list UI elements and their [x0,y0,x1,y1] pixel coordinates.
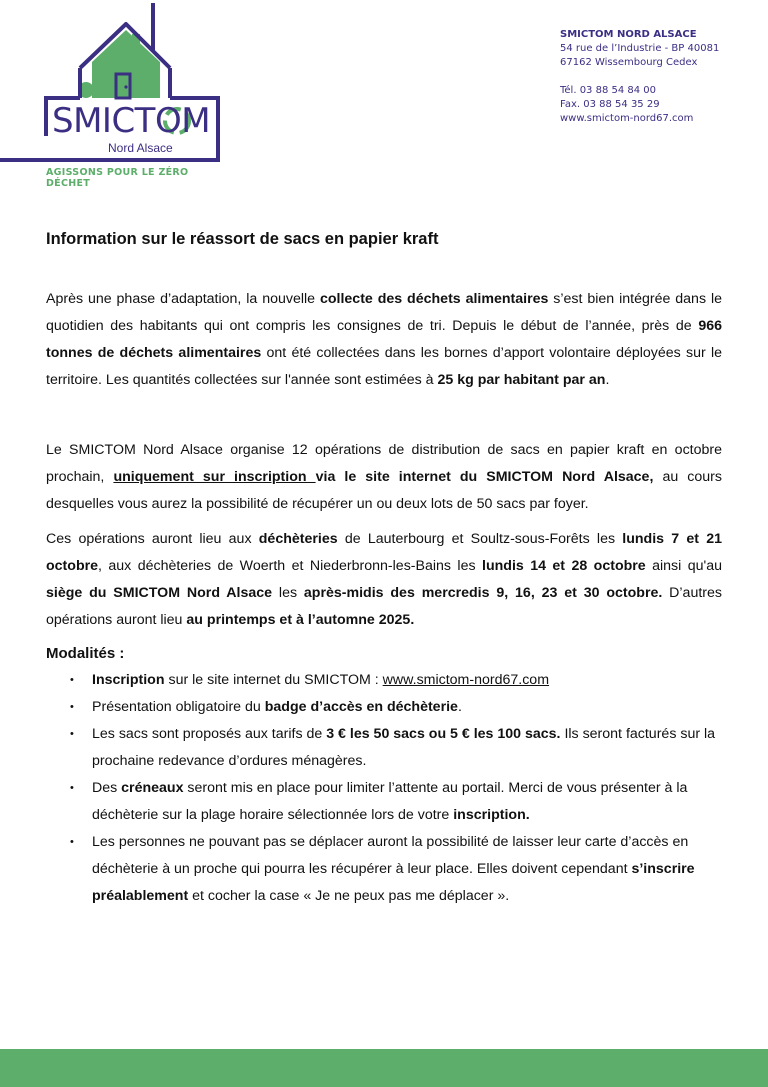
address-fax: Fax. 03 88 54 35 29 [560,99,660,110]
address-block [560,28,719,126]
logo-subtitle: Nord Alsace [108,141,173,155]
paragraph-1: Après une phase d’adaptation, la nouvelle collecte des déchets alimentaires s’est bien intégrée dans le quotidien des habitants qui ont compris les consignes de tri. Depuis le début de l’année, près de 966 tonnes de déchets alimentaires ont été collectées dans les bornes d’apport volontaire déployées sur le territoire. Les quantités collectées sur l'année sont estimées à 25 kg par habitant par an. [46,291,722,388]
bullet-icon: • [70,701,74,713]
bullet-icon: • [70,836,74,848]
house-logo-icon [0,0,230,185]
modalites-heading: Modalités : [46,645,125,662]
paragraph-3: Ces opérations auront lieu aux déchèteries de Lauterbourg et Soultz-sous-Forêts les lundis 7 et 21 octobre, aux déchèteries de Woerth et Niederbronn-les-Bains les lundis 14 et 28 octobre ainsi qu'au siège du SMICTOM Nord Alsace les après-midis des mercredis 9, 16, 23 et 30 octobre. D’autres opérations auront lieu au printemps et à l’automne 2025. [46,531,722,628]
list-item: • Les personnes ne pouvant pas se déplacer auront la possibilité de laisser leur carte d’accès en déchèterie à un proche qui pourra les récupérer à leur place. Elles doivent cependant s’inscrire préalablement et cocher la case « Je ne peux pas me déplacer ». [46,829,722,910]
website-link[interactable]: www.smictom-nord67.com [382,672,550,688]
paragraph-2: Le SMICTOM Nord Alsace organise 12 opérations de distribution de sacs en papier kraft en octobre prochain, uniquement sur inscription via le site internet du SMICTOM Nord Alsace, au cours desquelles vous aurez la possibilité de récupérer un ou deux lots de 50 sacs par foyer. [46,442,722,512]
bullet-icon: • [70,728,74,740]
bullet-icon: • [70,782,74,794]
address-tel: Tél. 03 88 54 84 00 [560,85,657,96]
address-org: SMICTOM NORD ALSACE [560,29,697,40]
logo-wordmark: SMICTOM [52,101,211,141]
list-item: • Les sacs sont proposés aux tarifs de 3 € les 50 sacs ou 5 € les 100 sacs. Ils seront facturés sur la prochaine redevance d’ordures ménagères. [46,721,722,775]
bullet-icon: • [70,674,74,686]
logo-tagline: AGISSONS POUR LE ZÉRO DÉCHET [46,167,189,189]
address-line-1: 54 rue de l’Industrie - BP 40081 [560,43,720,54]
footer-bar [0,1049,768,1087]
document-title: Information sur le réassort de sacs en papier kraft [46,230,439,248]
modalites-list [46,667,722,910]
list-item: • Des créneaux seront mis en place pour limiter l’attente au portail. Merci de vous présenter à la déchèterie sur la plage horaire sélectionnée lors de votre inscription. [46,775,722,829]
list-item: • Inscription sur le site internet du SMICTOM : www.smictom-nord67.com [46,667,722,694]
list-item: • Présentation obligatoire du badge d’accès en déchèterie. [46,694,722,721]
address-line-2: 67162 Wissembourg Cedex [560,57,698,68]
document-body [46,286,722,910]
logo [0,0,230,189]
address-web[interactable]: www.smictom-nord67.com [560,113,694,124]
